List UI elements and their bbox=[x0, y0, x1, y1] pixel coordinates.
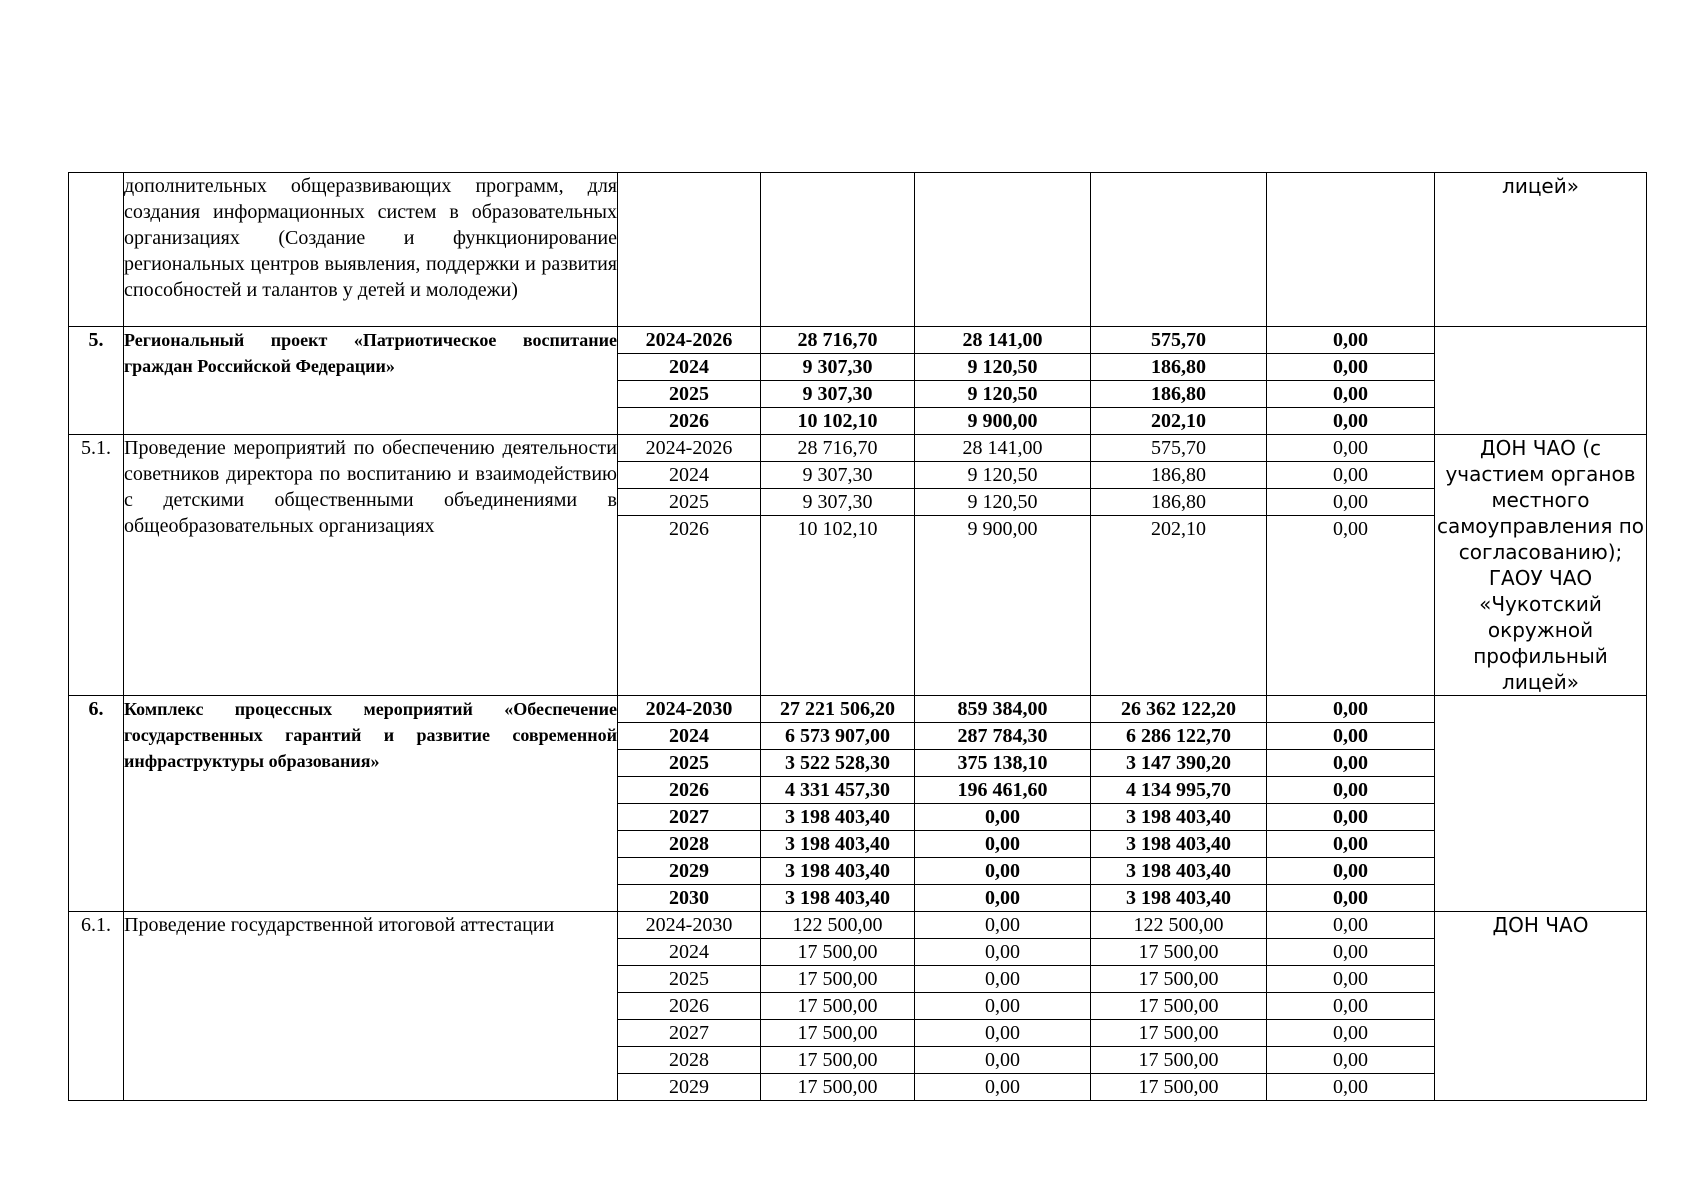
federal-value: 9 120,50 bbox=[915, 354, 1090, 381]
other-cell bbox=[1267, 435, 1435, 696]
year-value: 2026 bbox=[618, 777, 760, 804]
total-cell bbox=[761, 327, 915, 435]
table-row bbox=[69, 327, 1647, 435]
year-value: 2024 bbox=[618, 939, 760, 966]
row-description: дополнительных общеразвивающих программ, для создания информационных систем в образовательных организациях (Создание и функционирование региональных центров выявления, поддержки и развития способностей и талантов у детей и молодежи) bbox=[124, 173, 618, 327]
regional-value: 17 500,00 bbox=[1091, 993, 1266, 1020]
total-value: 3 522 528,30 bbox=[761, 750, 914, 777]
federal-value: 28 141,00 bbox=[915, 327, 1090, 354]
federal-value: 9 120,50 bbox=[915, 381, 1090, 408]
federal-value: 0,00 bbox=[915, 804, 1090, 831]
total-value: 27 221 506,20 bbox=[761, 696, 914, 723]
other-cell bbox=[1267, 912, 1435, 1101]
other-value: 0,00 bbox=[1333, 518, 1368, 540]
regional-value: 17 500,00 bbox=[1091, 966, 1266, 993]
federal-value: 9 120,50 bbox=[915, 462, 1090, 489]
other-cell bbox=[1267, 327, 1435, 435]
other-value: 0,00 bbox=[1267, 354, 1434, 381]
federal-value: 9 120,50 bbox=[915, 489, 1090, 516]
regional-value: 26 362 122,20 bbox=[1091, 696, 1266, 723]
regional-value: 17 500,00 bbox=[1091, 1020, 1266, 1047]
row-number: 6.1. bbox=[69, 912, 124, 1101]
year-value: 2030 bbox=[669, 887, 709, 909]
total-value: 3 198 403,40 bbox=[785, 887, 890, 909]
federal-value: 375 138,10 bbox=[915, 750, 1090, 777]
year-value: 2024 bbox=[618, 723, 760, 750]
year-value: 2026 bbox=[669, 410, 709, 432]
total-cell bbox=[761, 435, 915, 696]
other-value: 0,00 bbox=[1267, 489, 1434, 516]
federal-value: 0,00 bbox=[915, 831, 1090, 858]
total-value: 9 307,30 bbox=[761, 381, 914, 408]
table-row bbox=[69, 912, 1647, 1101]
year-value: 2027 bbox=[618, 1020, 760, 1047]
federal-value: 859 384,00 bbox=[915, 696, 1090, 723]
year-value: 2024-2026 bbox=[618, 327, 760, 354]
total-value: 17 500,00 bbox=[761, 1020, 914, 1047]
regional-value: 186,80 bbox=[1091, 354, 1266, 381]
regional-value: 186,80 bbox=[1091, 489, 1266, 516]
year-value: 2025 bbox=[618, 750, 760, 777]
federal-cell bbox=[915, 696, 1091, 912]
other-value: 0,00 bbox=[1267, 993, 1434, 1020]
year-value: 2025 bbox=[618, 489, 760, 516]
total-value: 10 102,10 bbox=[797, 518, 878, 540]
regional-value: 3 198 403,40 bbox=[1091, 831, 1266, 858]
regional-value: 202,10 bbox=[1151, 518, 1206, 540]
total-value: 28 716,70 bbox=[761, 435, 914, 462]
federal-cell bbox=[915, 327, 1091, 435]
year-value: 2024-2026 bbox=[618, 435, 760, 462]
other-value: 0,00 bbox=[1267, 1020, 1434, 1047]
total-cell bbox=[761, 912, 915, 1101]
federal-value: 196 461,60 bbox=[915, 777, 1090, 804]
other-value: 0,00 bbox=[1267, 750, 1434, 777]
other-value: 0,00 bbox=[1267, 912, 1434, 939]
year-value: 2024 bbox=[618, 354, 760, 381]
regional-value: 3 198 403,40 bbox=[1126, 887, 1231, 909]
years-cell bbox=[618, 912, 761, 1101]
federal-value: 9 900,00 bbox=[967, 518, 1038, 540]
year-value: 2024-2030 bbox=[618, 912, 760, 939]
other-value: 0,00 bbox=[1267, 804, 1434, 831]
federal-value: 0,00 bbox=[985, 887, 1020, 909]
year-value: 2025 bbox=[618, 966, 760, 993]
other-value: 0,00 bbox=[1267, 966, 1434, 993]
row-responsible: ДОН ЧАО (с участием органов местного самоуправления по согласованию); ГАОУ ЧАО «Чукотский окружной профильный лицей» bbox=[1435, 435, 1647, 696]
year-value: 2028 bbox=[618, 1047, 760, 1074]
regional-value: 186,80 bbox=[1091, 381, 1266, 408]
row-number: 5.1. bbox=[69, 435, 124, 696]
other-value: 0,00 bbox=[1267, 696, 1434, 723]
row-description: Проведение государственной итоговой аттестации bbox=[124, 912, 618, 1101]
year-value: 2024-2030 bbox=[618, 696, 760, 723]
regional-value: 575,70 bbox=[1091, 435, 1266, 462]
years-cell bbox=[618, 696, 761, 912]
year-value: 2029 bbox=[669, 1076, 709, 1098]
other-value: 0,00 bbox=[1267, 1047, 1434, 1074]
other-value: 0,00 bbox=[1267, 858, 1434, 885]
year-value: 2027 bbox=[618, 804, 760, 831]
federal-cell bbox=[915, 435, 1091, 696]
regional-value: 575,70 bbox=[1091, 327, 1266, 354]
regional-cell bbox=[1091, 435, 1267, 696]
years-cell bbox=[618, 435, 761, 696]
regional-value: 202,10 bbox=[1151, 410, 1206, 432]
table-row bbox=[69, 696, 1647, 912]
row-number bbox=[69, 173, 124, 327]
row-responsible: лицей» bbox=[1435, 173, 1647, 327]
other-value: 0,00 bbox=[1333, 1076, 1368, 1098]
total-value: 17 500,00 bbox=[761, 966, 914, 993]
federal-value: 0,00 bbox=[915, 858, 1090, 885]
total-cell bbox=[761, 696, 915, 912]
year-value: 2024 bbox=[618, 462, 760, 489]
other-value: 0,00 bbox=[1267, 723, 1434, 750]
regional-value: 17 500,00 bbox=[1091, 1047, 1266, 1074]
total-value: 4 331 457,30 bbox=[761, 777, 914, 804]
total-value: 17 500,00 bbox=[761, 1047, 914, 1074]
other-value: 0,00 bbox=[1267, 939, 1434, 966]
regional-value: 3 147 390,20 bbox=[1091, 750, 1266, 777]
total-value: 3 198 403,40 bbox=[761, 858, 914, 885]
regional-value: 6 286 122,70 bbox=[1091, 723, 1266, 750]
federal-cell bbox=[915, 912, 1091, 1101]
other-value: 0,00 bbox=[1333, 887, 1368, 909]
federal-value: 0,00 bbox=[915, 1047, 1090, 1074]
regional-value: 17 500,00 bbox=[1091, 939, 1266, 966]
other-value: 0,00 bbox=[1267, 831, 1434, 858]
federal-value: 0,00 bbox=[915, 966, 1090, 993]
regional-value: 3 198 403,40 bbox=[1091, 804, 1266, 831]
total-value: 122 500,00 bbox=[761, 912, 914, 939]
row-description: Комплекс процессных мероприятий «Обеспечение государственных гарантий и развитие современной инфраструктуры образования» bbox=[124, 696, 618, 912]
total-value: 28 716,70 bbox=[761, 327, 914, 354]
total-value: 3 198 403,40 bbox=[761, 804, 914, 831]
regional-value: 3 198 403,40 bbox=[1091, 858, 1266, 885]
total-value: 9 307,30 bbox=[761, 489, 914, 516]
federal-value: 9 900,00 bbox=[967, 410, 1038, 432]
year-value: 2028 bbox=[618, 831, 760, 858]
total-value: 3 198 403,40 bbox=[761, 831, 914, 858]
regional-cell bbox=[1091, 912, 1267, 1101]
total-value: 17 500,00 bbox=[797, 1076, 878, 1098]
row-number: 5. bbox=[69, 327, 124, 435]
row-number: 6. bbox=[69, 696, 124, 912]
other-value: 0,00 bbox=[1267, 462, 1434, 489]
year-value: 2026 bbox=[618, 993, 760, 1020]
federal-value: 28 141,00 bbox=[915, 435, 1090, 462]
federal-value: 0,00 bbox=[915, 993, 1090, 1020]
federal-value: 0,00 bbox=[985, 1076, 1020, 1098]
year-value: 2026 bbox=[669, 518, 709, 540]
total-value: 17 500,00 bbox=[761, 939, 914, 966]
row-responsible bbox=[1435, 327, 1647, 435]
row-responsible: ДОН ЧАО bbox=[1435, 912, 1647, 1101]
regional-value: 122 500,00 bbox=[1091, 912, 1266, 939]
total-value: 17 500,00 bbox=[761, 993, 914, 1020]
row-description: Региональный проект «Патриотическое воспитание граждан Российской Федерации» bbox=[124, 327, 618, 435]
regional-cell bbox=[1091, 696, 1267, 912]
federal-value: 287 784,30 bbox=[915, 723, 1090, 750]
year-value: 2025 bbox=[618, 381, 760, 408]
other-cell bbox=[1267, 696, 1435, 912]
regional-value: 17 500,00 bbox=[1138, 1076, 1219, 1098]
total-value: 9 307,30 bbox=[761, 462, 914, 489]
year-value: 2029 bbox=[618, 858, 760, 885]
table-row bbox=[69, 173, 1647, 327]
federal-value: 0,00 bbox=[915, 1020, 1090, 1047]
table-row bbox=[69, 435, 1647, 696]
total-value: 6 573 907,00 bbox=[761, 723, 914, 750]
regional-cell bbox=[1091, 327, 1267, 435]
regional-value: 4 134 995,70 bbox=[1091, 777, 1266, 804]
federal-value: 0,00 bbox=[915, 912, 1090, 939]
row-responsible bbox=[1435, 696, 1647, 912]
total-value: 9 307,30 bbox=[761, 354, 914, 381]
regional-value: 186,80 bbox=[1091, 462, 1266, 489]
other-value: 0,00 bbox=[1267, 435, 1434, 462]
other-value: 0,00 bbox=[1267, 381, 1434, 408]
budget-table bbox=[68, 172, 1647, 1101]
years-cell bbox=[618, 327, 761, 435]
other-value: 0,00 bbox=[1267, 327, 1434, 354]
other-value: 0,00 bbox=[1333, 410, 1368, 432]
total-value: 10 102,10 bbox=[797, 410, 878, 432]
federal-value: 0,00 bbox=[915, 939, 1090, 966]
other-value: 0,00 bbox=[1267, 777, 1434, 804]
row-description: Проведение мероприятий по обеспечению деятельности советников директора по воспитанию и взаимодействию с детскими общественными объединениями в общеобразовательных организациях bbox=[124, 435, 618, 696]
